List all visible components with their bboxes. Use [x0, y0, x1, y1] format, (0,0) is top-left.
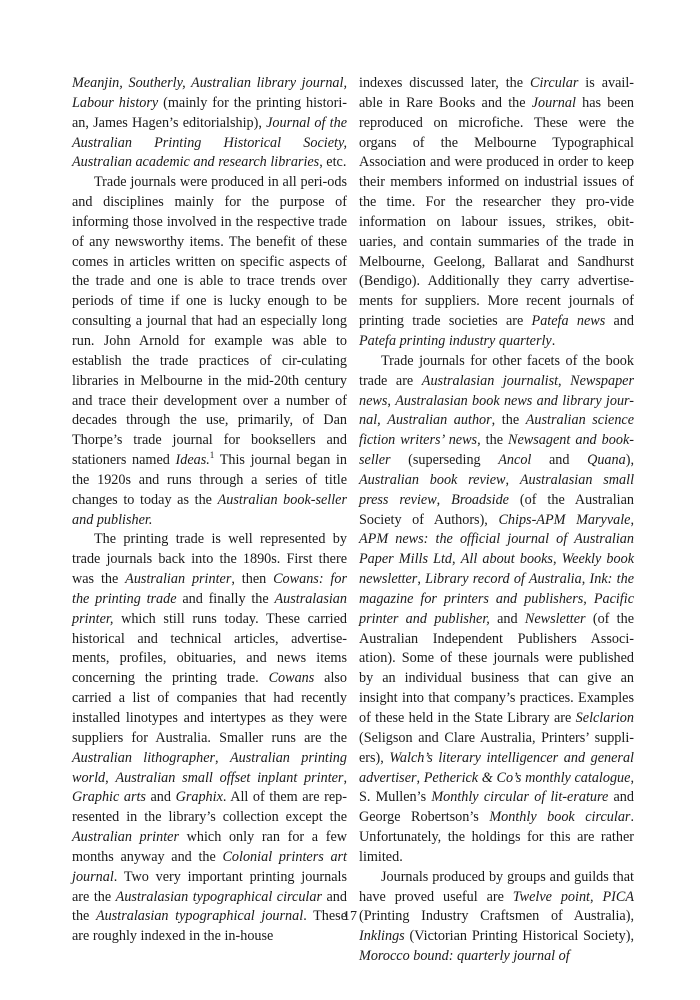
- paragraph: [72, 530, 347, 947]
- body-text: Journals produced by groups and guilds that have proved useful are: [359, 868, 634, 905]
- body-text: ,: [436, 491, 452, 508]
- body-text: , the: [491, 412, 526, 429]
- italic-title-text: Australasian typographical circular: [115, 888, 322, 905]
- body-text: ,: [416, 769, 424, 786]
- italic-title-text: Patefa printing industry quarterly: [359, 332, 552, 349]
- body-text: ,: [583, 590, 594, 607]
- body-text: Trade journals for other facets of the book trade are: [359, 352, 634, 389]
- body-text: which still runs today. These carried historical and technical articles, advertise-ments, profiles, obituaries, and news items concerning the printing trade.: [72, 610, 347, 687]
- body-text: The printing trade is well represented by trade journals back into the 1890s. First there was the: [72, 531, 347, 588]
- italic-title-text: Australian printer: [72, 829, 179, 846]
- italic-title-text: Ancol: [498, 452, 532, 469]
- italic-title-text: Monthly circular of lit-erature: [431, 789, 609, 806]
- italic-title-text: Australian author: [387, 412, 492, 429]
- italic-title-text: Cowans: for the printing trade: [72, 571, 347, 607]
- italic-title-text: All about books: [460, 551, 553, 568]
- body-text: .: [551, 332, 556, 349]
- italic-title-text: Australasian typographical journal: [95, 908, 304, 925]
- body-text: ),: [625, 452, 634, 469]
- italic-title-text: Newsagent and book-seller: [359, 432, 634, 469]
- italic-title-text: Australasian small press review: [359, 471, 635, 508]
- body-text: which only ran for a few months anyway and the: [72, 829, 347, 865]
- body-text: and: [489, 610, 525, 627]
- italic-title-text: Australian small offset inplant printer: [115, 769, 344, 786]
- body-text: ,: [105, 769, 116, 786]
- body-text: and finally the: [176, 590, 275, 607]
- body-text: ,: [581, 571, 590, 588]
- italic-title-text: Twelve point: [512, 888, 591, 905]
- paragraph: [359, 352, 634, 868]
- italic-title-text: Broadside: [451, 491, 509, 508]
- italic-title-text: Australian printing world: [72, 749, 347, 786]
- body-text: ,: [558, 372, 571, 389]
- left-column: [72, 74, 347, 947]
- italic-title-text: Colonial printers art journal: [72, 848, 347, 885]
- italic-title-text: APM news: the official journal of Australian Paper Mills Ltd: [359, 531, 634, 568]
- italic-title-text: Australasian book news and library jour-nal: [359, 392, 635, 429]
- italic-title-text: Graphic arts: [72, 789, 146, 806]
- italic-title-text: Journal: [531, 94, 576, 111]
- body-text: and the: [72, 888, 347, 925]
- body-text: . Two very important printing journals are the: [72, 868, 347, 905]
- body-text: (Victorian Printing Historical Society),: [404, 928, 634, 945]
- footnote-marker: 1: [209, 450, 215, 461]
- body-text: This journal began in the 1920s and runs through a series of title changes to today as the: [72, 452, 347, 508]
- italic-title-text: Circular: [530, 75, 579, 91]
- body-text: ,: [452, 551, 461, 568]
- italic-title-text: Australian science fiction writers’ news: [359, 412, 635, 449]
- italic-title-text: Ink: the magazine for printers and publishers: [359, 571, 634, 607]
- italic-title-text: Monthly book circular: [489, 809, 631, 826]
- italic-title-text: PICA: [602, 888, 634, 905]
- italic-title-text: Graphix: [175, 789, 223, 806]
- italic-title-text: Pacific printer and publisher,: [359, 590, 634, 627]
- body-text: (Seligson and Clare Australia, Printers’ suppli-ers),: [359, 729, 634, 766]
- body-text: and: [145, 789, 176, 806]
- italic-title-text: Australian book-seller and publisher.: [72, 491, 348, 528]
- italic-title-text: Journal of the Australian Printing Historical Society, Australian academic and research libraries: [72, 114, 347, 171]
- body-text: also carried a list of companies that had recently installed linotypes and intertypes as they were suppliers for Australia. Smaller runs are the: [72, 670, 347, 746]
- body-text: . These are roughly indexed in the in-house: [72, 908, 347, 945]
- paragraph: [72, 173, 347, 530]
- italic-title-text: Selclarion: [575, 710, 634, 726]
- body-text: has been reproduced on microfiche. These were the organs of the Melbourne Typographical Association and were produced in order to keep their members informed on industrial issues of the time. For the researcher they pro-vide information on labour issues, strikes, obit-uaries, and contain summaries of the trade in Melbourne, Geelong, Ballarat and Sandhurst (Bendigo). Additionally they carry advertise-ments for suppliers. More recent journals of printing trade societies are: [359, 94, 634, 330]
- body-text: and: [605, 313, 634, 330]
- body-text: ,: [215, 749, 230, 766]
- italic-title-text: Chips-APM Maryvale: [498, 511, 631, 528]
- body-text: , etc.: [319, 154, 347, 171]
- paragraph: [359, 74, 634, 352]
- body-text: ,: [630, 511, 634, 528]
- body-text: (superseding: [390, 452, 499, 469]
- italic-title-text: Inklings: [359, 928, 405, 945]
- body-text: Trade journals were produced in all peri-ods and disciplines mainly for the purpose of informing those involved in the respective trade of any newsworthy items. The benefit of these comes in articles written on specific aspects of the trade and one is able to trace trends over periods of time if one is lucky enough to be consulting a journal that had an especially long run. John Arnold for example was able to establish the trade practices of cir-culating libraries in Melbourne in the mid-20th century and trace their development over a number of decades through the use, primarily, of Dan Thorpe’s trade journal for booksellers and stationers named: [72, 174, 347, 469]
- body-text: (of the Australian Independent Publishers Associ-ation). Some of these journals were published by an individual business that can give an insight into that company’s practices. Examples of these held in the State Library are: [359, 610, 634, 726]
- body-text: ,: [505, 471, 520, 488]
- body-text: ,: [343, 769, 347, 786]
- body-text: and George Robertson’s: [359, 789, 634, 826]
- italic-title-text: Meanjin, Southerly, Australian library journal, Labour history: [72, 75, 347, 111]
- italic-title-text: Walch’s literary intelligencer and general advertiser: [359, 749, 634, 786]
- italic-title-text: Australasian printer,: [72, 590, 347, 627]
- italic-title-text: Morocco bound: quarterly journal of: [359, 948, 570, 965]
- italic-title-text: Australasian journalist: [421, 372, 559, 389]
- body-text: , then: [231, 571, 274, 588]
- body-text: . All of them are rep-resented in the library’s collection except the: [72, 789, 347, 826]
- italic-title-text: Patefa news: [531, 313, 606, 330]
- italic-title-text: Newspaper news: [359, 372, 634, 409]
- page-number: 17: [343, 909, 357, 924]
- italic-title-text: Library record of Australia: [425, 571, 582, 588]
- italic-title-text: Ideas.: [175, 452, 210, 469]
- italic-title-text: Quana: [587, 452, 626, 469]
- body-text: ,: [417, 571, 426, 588]
- italic-title-text: Petherick & Co’s monthly catalogue: [423, 769, 631, 786]
- body-text: . Unfortunately, the holdings for this are rather limited.: [359, 809, 634, 865]
- paragraph: [72, 74, 347, 173]
- body-text: indexes discussed later, the: [359, 75, 530, 91]
- body-text: ,: [590, 888, 603, 905]
- italic-title-text: Australian printer: [125, 571, 232, 588]
- right-column: [359, 74, 634, 967]
- italic-title-text: Australian lithographer: [72, 749, 216, 766]
- body-text: and: [531, 452, 588, 469]
- italic-title-text: Weekly book newsletter: [359, 551, 634, 588]
- body-text: (of the Australian Society of Authors),: [359, 491, 634, 528]
- italic-title-text: Australian book review: [359, 471, 506, 488]
- body-text: (Printing Industry Craftsmen of Australia),: [359, 908, 634, 925]
- body-text: (mainly for the printing histori-an, James Hagen’s editorialship),: [72, 94, 347, 131]
- body-text: , the: [477, 432, 509, 449]
- body-text: ,: [377, 412, 388, 429]
- italic-title-text: Newsletter: [524, 610, 586, 627]
- body-text: is avail-able in Rare Books and the: [359, 75, 634, 111]
- body-text: ,: [387, 392, 396, 409]
- italic-title-text: Cowans: [268, 670, 315, 687]
- body-text: , S. Mullen’s: [359, 769, 634, 806]
- body-text: ,: [552, 551, 562, 568]
